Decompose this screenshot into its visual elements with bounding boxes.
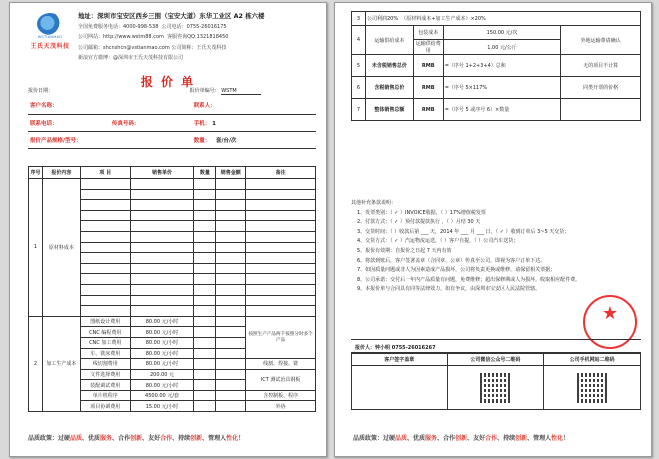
table-row: 7 整体销售总额 RMB =（序号 5 或序号 6）×数量 [352, 99, 641, 121]
customer-confirm-label: 客户签字盖章 [352, 354, 448, 366]
table-row: 6 含税销售总价 RMB =（序号 5×117% 同类开票的价格 [352, 77, 641, 99]
term-item: 7、如因质量问题或非人为因素造成产品损坏，公司将负责更换或维修，请保留相关票据； [357, 267, 556, 274]
page-1 [9, 2, 327, 457]
qr1-label: 公司微信公众号二维码 [447, 354, 544, 366]
item-cell: 装配调试费用 [80, 380, 130, 391]
company-logo [28, 13, 72, 61]
col-content: 报价内容 [42, 167, 80, 179]
term-item: 9、本报价单与合同具有同等法律效力，如有争议，由深圳市宝安区人民法院管辖。 [357, 286, 541, 293]
date-label: 报价日期： [28, 88, 54, 94]
qr-code-icon [577, 373, 607, 403]
qr-code-icon [480, 373, 510, 403]
qq: 客服咨询QQ:1321818450 [167, 34, 229, 40]
signer-row: 报价人：钟小明 0755-26016267 [351, 339, 641, 353]
terms-list [351, 199, 641, 295]
note-cell: 含控制板、程序 [246, 390, 316, 401]
col-amount: 销售金额 [216, 167, 246, 179]
col-qty: 数量 [194, 167, 216, 179]
term-item: 2、付款方式：（ ✓ ）预付款提款执行 ，（ ）月结 30 天 [357, 219, 481, 226]
email: 公司邮箱：shcnshcn@vstianmao.com [78, 44, 170, 51]
quote-meta [28, 87, 316, 95]
table-row: 5 未含税销售总价 RMB =（序号 1+2+3+4）总和 无的项目不计算 [352, 55, 641, 77]
price-cell: 15.00 元/小时 [130, 401, 194, 412]
note-cell: ICT 测试治具钢板 [246, 369, 316, 390]
col-no: 序号 [29, 167, 43, 179]
table-row [352, 366, 641, 410]
table-row [29, 316, 316, 327]
quote-table [28, 166, 316, 412]
item-cell: CNC 编程费用 [80, 327, 130, 338]
price-cell: 80.00 元/小时 [130, 337, 194, 348]
note-cell: 线割、焊接、铣 [246, 359, 316, 370]
term-item: 5、报价有效期：自报价之日起 7 天内有效 [357, 247, 452, 254]
confirmation-table [351, 353, 641, 410]
price-cell: 80.00 元/小时 [130, 316, 194, 327]
table-row [352, 354, 641, 366]
logo-english: WSTIANMAO [37, 35, 63, 39]
customer-info [28, 97, 316, 149]
table-header [29, 167, 316, 179]
terms-title: 其他补充条款说明： [351, 200, 397, 206]
company-phone: 公司电话：0755-26016175 [161, 23, 227, 30]
term-item: 6、将款到账后，客户签署盖章（合同章、公章）传真至公司，即视为客户订单下达。 [357, 257, 546, 264]
row-content: 加工生产成本 [42, 316, 80, 411]
term-item: 1、发票类别：（ ✓ ）INVOICE收据，（ ）17%增值税发票 [357, 209, 486, 216]
table-row [29, 179, 316, 190]
quantity-field[interactable] [192, 131, 316, 148]
table-row: 4 运输供给成本 包装成本 150.00 元/次 外地运输尊请确认 [352, 26, 641, 40]
item-cell: 单片机程序 [80, 390, 130, 401]
number-label: 报价单编号： [189, 88, 220, 94]
customer-signature-box[interactable] [352, 366, 448, 410]
item-cell: 车、铣床费用 [80, 348, 130, 359]
col-price: 销售单价 [130, 167, 194, 179]
quality-policy: 品质政策：过硬品质、优质服务、合作创新、友好合作、持续创新、管理人性化！ [353, 435, 570, 442]
number-value[interactable]: WSTM [221, 88, 261, 95]
note-cell: 外协 [246, 401, 316, 412]
star-icon: ★ [601, 303, 619, 324]
slogan: 公司简称：王氏天茂科技 [171, 44, 227, 51]
customer-name-field[interactable]: 客户名称： [28, 97, 192, 114]
mobile-value: 1 [212, 120, 216, 127]
term-item: 3、交货时间：（ ）收款后第 ___ 天，2014 年 ___ 月 ___ 日，（ ✓ ）收到订单后 3~5 天交货； [357, 228, 570, 235]
mobile-field[interactable] [192, 114, 316, 131]
item-cell: 线切割费用 [80, 359, 130, 370]
row-content: 原材料成本 [42, 179, 80, 317]
row-no: 2 [29, 316, 43, 411]
quantity-label: 数量： [193, 137, 211, 144]
website: 公司网站：http://www.wstm88.com [78, 34, 164, 40]
qr2-label: 公司手机网站二维码 [544, 354, 641, 366]
row-no: 1 [29, 179, 43, 317]
fax-field[interactable]: 传真号码： [110, 114, 192, 131]
price-cell: 200.00 元 [130, 369, 194, 380]
company-header [28, 11, 316, 67]
quantity-unit: 套/台/次 [215, 137, 237, 144]
quality-policy: 品质政策：过硬品质、优质服务、合作创新、友好合作、持续创新、管理人性化！ [28, 435, 245, 442]
price-cell: 80.00 元/小时 [130, 327, 194, 338]
phone-field[interactable]: 联系电话： [28, 114, 110, 131]
price-cell: 4500.00 元/套 [130, 390, 194, 401]
page-title: 报 价 单 [140, 75, 196, 89]
address: 地址：深圳市宝安区西乡三围（宝安大道）东华工业区 A2 栋六楼 [78, 12, 265, 20]
item-cell: 文件选择费用 [80, 369, 130, 380]
term-item: 8、公司承诺：交付后一年内产品质量有问题，免费维修；超出保修期或人为损坏，收取相应配件费。 [357, 276, 581, 283]
product-field[interactable]: 报价产品规格/型号： [28, 131, 192, 148]
item-cell: CNC 加工费用 [80, 337, 130, 348]
note-cell: 按照生产产品两千按照分时多个产品 [246, 316, 316, 358]
item-cell: 项目协调费用 [80, 401, 130, 412]
table-row: 3 公司利润20% （原材料成本+加工生产成本）×20% [352, 12, 641, 26]
pricing-summary-table [351, 11, 641, 121]
logo-chinese: 王氏天茂科技 [30, 43, 70, 50]
term-item: 4、交货方式：（ ✓ ）汽运物流运送，（ ）客户自提，（ ）公司汽车送货； [357, 238, 519, 245]
table-row: 运输供给费用 1.00 元/公斤 [352, 40, 641, 55]
col-item: 项 目 [80, 167, 130, 179]
contact-field[interactable]: 联系人： [192, 97, 316, 114]
globe-icon [37, 13, 63, 35]
price-cell: 80.00 元/小时 [130, 380, 194, 391]
weibo: 新浪官方微博：@深圳市王氏天茂科技有限公司 [78, 55, 184, 61]
mobile-label: 手机： [193, 120, 211, 127]
price-cell: 80.00 元/小时 [130, 359, 194, 370]
price-cell: 80.00 元/小时 [130, 348, 194, 359]
item-cell: 图纸设计费用 [80, 316, 130, 327]
col-note: 备注 [246, 167, 316, 179]
page-2 [334, 2, 652, 457]
hotline: 全国免费服务电话：4000-998-538 [78, 23, 159, 30]
